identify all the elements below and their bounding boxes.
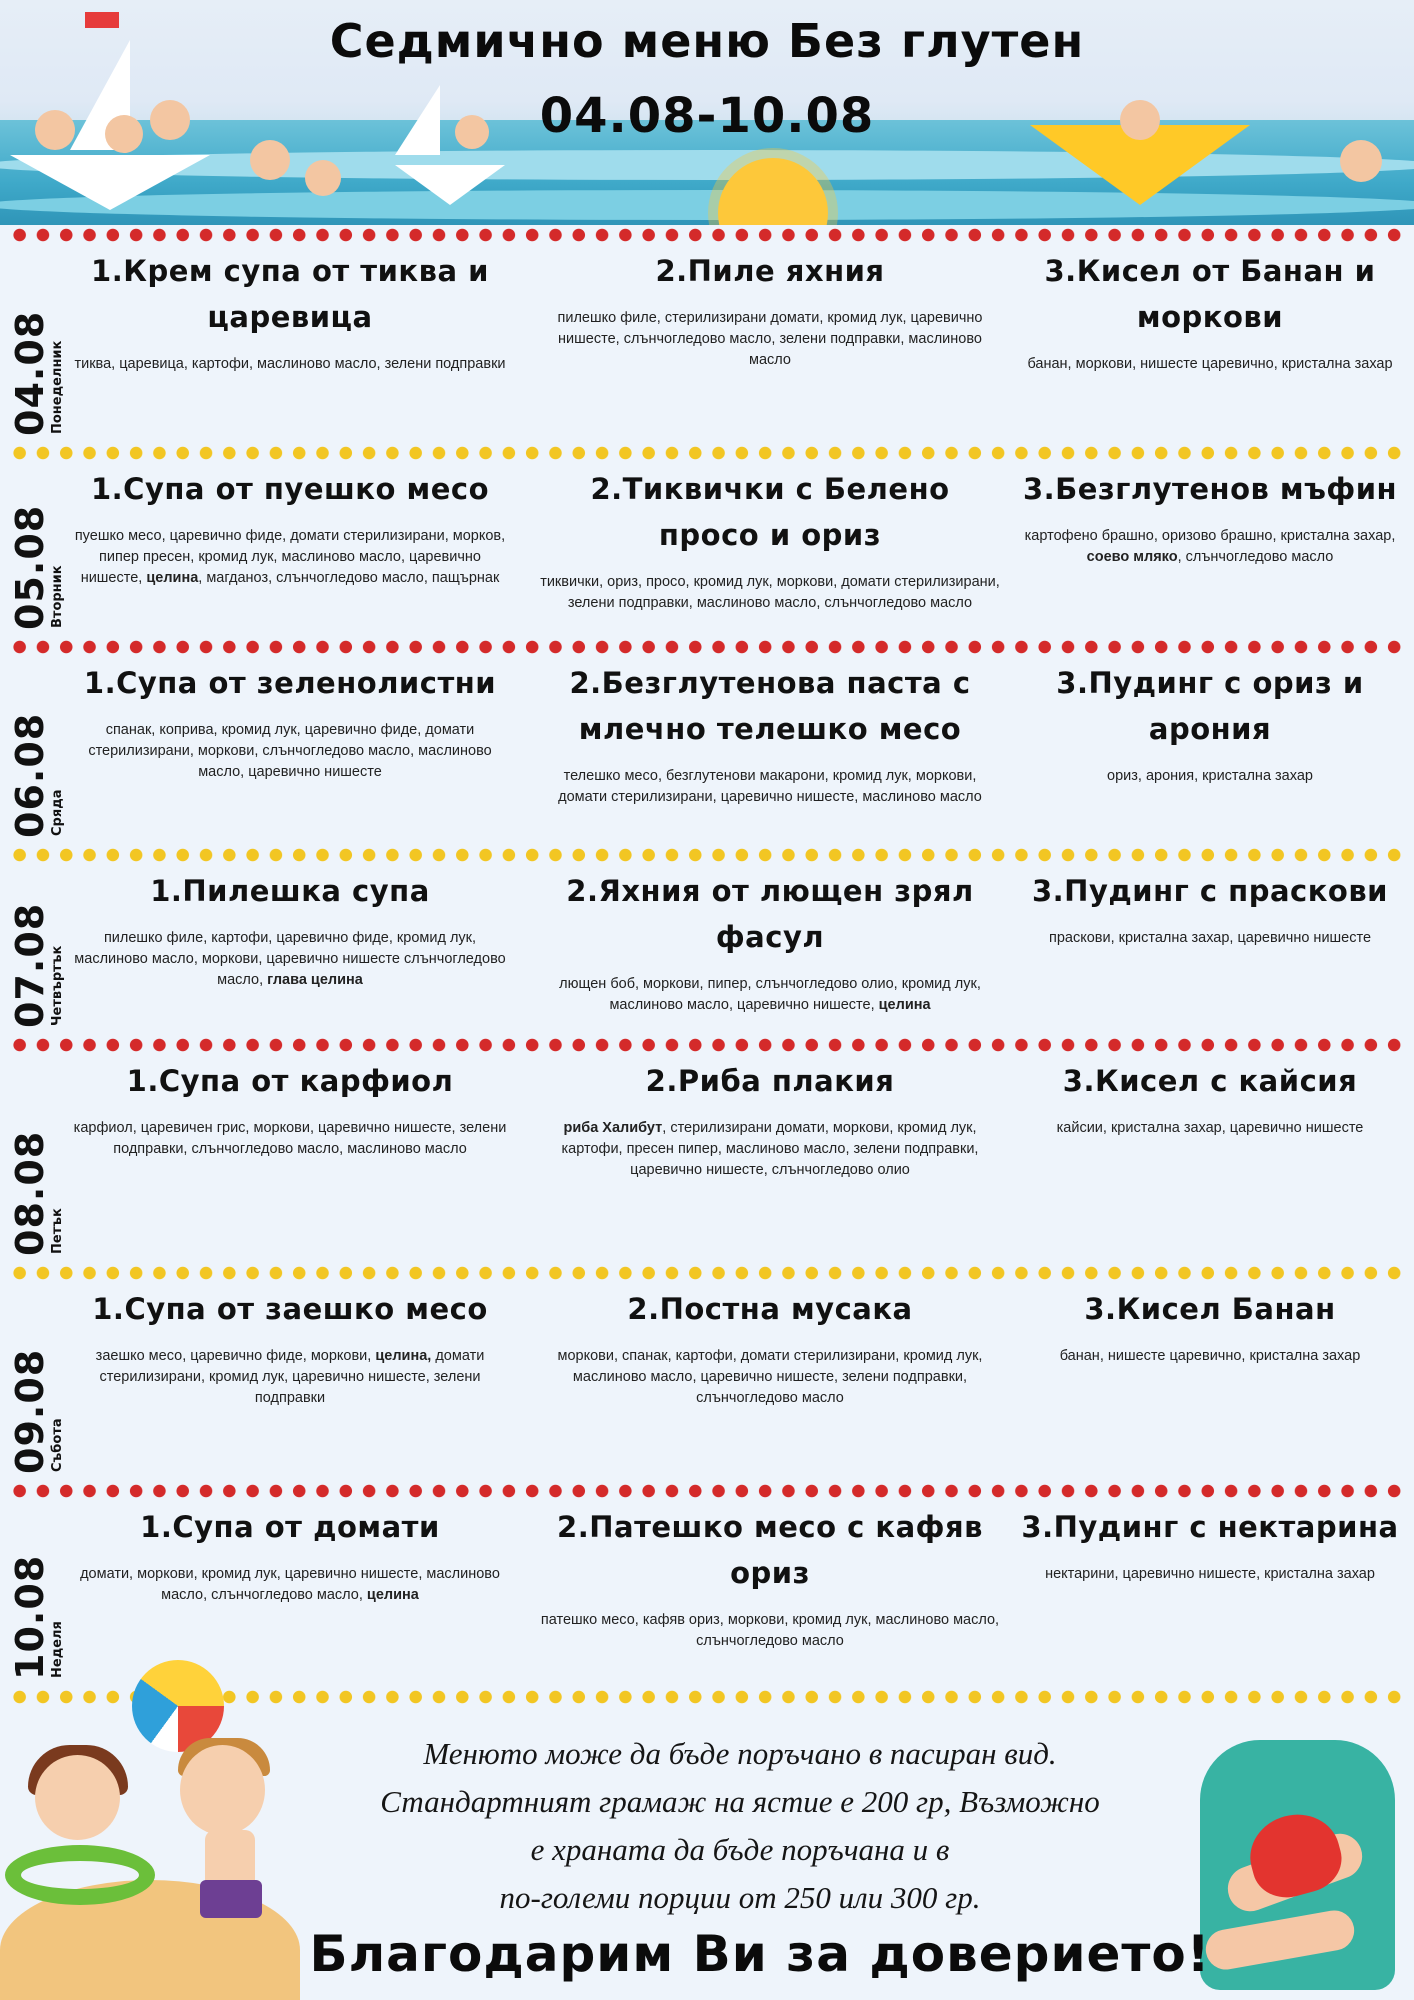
dish-card xyxy=(1010,248,1410,375)
day-weekday: Вторник xyxy=(50,565,65,628)
ingredient-text: моркови, спанак, картофи, домати стерилизирани, кромид лук, маслиново масло, царевично нишесте, зелени подправки, слънчогледово масло xyxy=(557,1348,983,1406)
dish-ingredients xyxy=(1010,928,1410,949)
dish-ingredients xyxy=(70,526,510,589)
ingredient-text: телешко месо, безглутенови макарони, кромид лук, моркови, домати стерилизирани, царевично нишесте, маслиново масло xyxy=(558,768,982,805)
ingredient-text: банан, нишесте царевично, кристална захар xyxy=(1059,1348,1361,1364)
dish-title: 1.Крем супа от тиква и царевица xyxy=(91,254,489,334)
paper-boat-icon xyxy=(395,165,505,205)
dish-card xyxy=(540,248,1000,371)
dish-card xyxy=(70,868,510,991)
boy-icon xyxy=(180,1745,265,1835)
dish-title: 1.Супа от карфиол xyxy=(126,1064,454,1098)
day-date: 07.08 xyxy=(8,902,52,1028)
day-row xyxy=(0,460,1414,640)
dish-card xyxy=(1010,1058,1410,1139)
dish-ingredients xyxy=(1010,1564,1410,1585)
dish-card xyxy=(1010,660,1410,787)
dish-title: 1.Супа от заешко месо xyxy=(92,1292,488,1326)
day-date: 10.08 xyxy=(8,1554,52,1680)
ingredient-text: нектарини, царевично нишесте, кристална захар xyxy=(1045,1566,1375,1582)
dish-title: 2.Яхния от лющен зрял фасул xyxy=(566,874,974,954)
dish-ingredients xyxy=(70,1564,510,1606)
ingredient-text: , слънчогледово масло xyxy=(1177,549,1334,565)
dish-ingredients xyxy=(540,1346,1000,1409)
dish-ingredients xyxy=(540,308,1000,371)
dish-title: 3.Безглутенов мъфин xyxy=(1022,472,1398,506)
dish-card xyxy=(540,868,1000,1016)
dish-card xyxy=(540,466,1000,614)
page-title: Седмично меню Без глутен xyxy=(329,14,1085,68)
dish-ingredients xyxy=(1010,354,1410,375)
dish-title: 2.Постна мусака xyxy=(627,1292,913,1326)
dish-card xyxy=(70,1504,510,1606)
swimming-child-icon xyxy=(1340,140,1382,182)
day-date: 08.08 xyxy=(8,1130,52,1256)
day-weekday: Понеделник xyxy=(50,340,65,434)
dish-ingredients xyxy=(70,928,510,991)
ingredient-text: пилешко филе, картофи, царевично фиде, кромид лук, маслиново масло, моркови, царевично нишесте слънчогледово масло, xyxy=(74,930,506,988)
day-row xyxy=(0,654,1414,848)
ingredient-text: пилешко филе, стерилизирани домати, кромид лук, царевично нишесте, слънчогледово масло, зелени подправки, маслиново масло xyxy=(557,310,983,368)
dish-title: 3.Кисел Банан xyxy=(1084,1292,1336,1326)
day-date: 04.08 xyxy=(8,310,52,436)
dish-ingredients xyxy=(70,1346,510,1409)
day-weekday: Събота xyxy=(50,1418,65,1472)
dish-title: 1.Пилешка супа xyxy=(150,874,430,908)
dish-card xyxy=(1010,466,1410,568)
dish-card xyxy=(540,1504,1000,1652)
day-weekday: Четвъртък xyxy=(50,945,65,1026)
allergen-highlight: целина xyxy=(366,1587,419,1603)
dish-card xyxy=(1010,1286,1410,1367)
dish-title: 2.Патешко месо с кафяв ориз xyxy=(557,1510,983,1590)
day-date: 05.08 xyxy=(8,504,52,630)
day-weekday: Сряда xyxy=(50,789,65,836)
ingredient-text: заешко месо, царевично фиде, моркови, xyxy=(95,1348,376,1364)
day-weekday: Неделя xyxy=(50,1621,65,1678)
ingredient-text: пуешко месо, царевично фиде, домати стерилизирани, морков, пипер пресен, кромид лук, маслиново масло, царевично нишесте, xyxy=(74,528,506,586)
dish-ingredients xyxy=(1010,526,1410,568)
dish-card xyxy=(1010,1504,1410,1585)
dot-divider xyxy=(8,1484,1408,1498)
dish-title: 3.Пудинг с праскови xyxy=(1031,874,1388,908)
dish-title: 2.Безглутенова паста с млечно телешко месо xyxy=(569,666,971,746)
dish-ingredients xyxy=(540,1610,1000,1652)
ingredient-text: спанак, коприва, кромид лук, царевично фиде, домати стерилизирани, моркови, слънчогледово масло, маслиново масло, царевично нишесте xyxy=(88,722,492,780)
day-row xyxy=(0,1498,1414,1690)
dish-card xyxy=(70,1058,510,1160)
dish-ingredients xyxy=(70,720,510,783)
day-row xyxy=(0,862,1414,1038)
date-range: 04.08-10.08 xyxy=(539,88,875,144)
ingredient-text: домати стерилизирани, кромид лук, царевично нишесте, зелени подправки xyxy=(99,1348,485,1406)
dish-card xyxy=(540,1286,1000,1409)
swim-ring-icon xyxy=(5,1845,155,1905)
dish-card xyxy=(70,466,510,589)
dish-ingredients xyxy=(1010,1346,1410,1367)
dish-card xyxy=(70,248,510,375)
dot-divider xyxy=(8,1038,1408,1052)
dot-divider xyxy=(8,848,1408,862)
dish-ingredients xyxy=(1010,1118,1410,1139)
dish-ingredients xyxy=(70,1118,510,1160)
footer-line: по-големи порции от 250 или 300 гр. xyxy=(499,1880,981,1915)
day-date: 09.08 xyxy=(8,1348,52,1474)
ingredient-text: , магданоз, слънчогледово масло, пащърнак xyxy=(198,570,500,586)
swimming-child-icon xyxy=(250,140,290,180)
dot-divider xyxy=(8,228,1408,242)
day-row xyxy=(0,1280,1414,1484)
dish-ingredients xyxy=(70,354,510,375)
girl-icon xyxy=(35,1755,120,1840)
ingredient-text: патешко месо, кафяв ориз, моркови, кромид лук, маслиново масло, слънчогледово масло xyxy=(540,1612,1000,1649)
dot-divider xyxy=(8,640,1408,654)
dish-title: 3.Кисел от Банан и моркови xyxy=(1044,254,1376,334)
ingredient-text: праскови, кристална захар, царевично нишесте xyxy=(1048,930,1372,946)
dish-title: 1.Супа от зеленолистни xyxy=(83,666,497,700)
dish-ingredients xyxy=(540,766,1000,808)
ingredient-text: тиква, царевица, картофи, маслиново масло, зелени подправки xyxy=(74,356,506,372)
dot-divider xyxy=(8,446,1408,460)
dish-ingredients xyxy=(1010,766,1410,787)
boy-icon xyxy=(200,1880,262,1918)
allergen-highlight: соево мляко xyxy=(1086,549,1178,565)
ingredient-text: ориз, арония, кристална захар xyxy=(1107,768,1313,784)
dish-card xyxy=(70,660,510,783)
header-banner xyxy=(0,0,1414,225)
dish-ingredients xyxy=(540,974,1000,1016)
dish-ingredients xyxy=(540,1118,1000,1181)
ingredient-text: кайсии, кристална захар, царевично нишесте xyxy=(1056,1120,1364,1136)
footer-line: Менюто може да бъде поръчано в пасиран вид. xyxy=(423,1736,1057,1771)
dish-title: 2.Пиле яхния xyxy=(655,254,885,288)
dish-title: 3.Кисел с кайсия xyxy=(1062,1064,1358,1098)
allergen-highlight: глава целина xyxy=(267,972,363,988)
ingredient-text: тиквички, ориз, просо, кромид лук, моркови, домати стерилизирани, зелени подправки, маслиново масло, слънчогледово масло xyxy=(540,574,1000,611)
dish-card xyxy=(70,1286,510,1409)
allergen-highlight: целина, xyxy=(375,1348,432,1364)
ingredient-text: лющен боб, моркови, пипер, слънчогледово олио, кромид лук, маслиново масло, царевично нишесте, xyxy=(559,976,981,1013)
dish-title: 2.Тиквички с Белено просо и ориз xyxy=(590,472,950,552)
dish-card xyxy=(540,1058,1000,1181)
dot-divider xyxy=(8,1266,1408,1280)
ingredient-text: домати, моркови, кромид лук, царевично нишесте, маслиново масло, слънчогледово масло, xyxy=(80,1566,500,1603)
thank-you-message: Благодарим Ви за доверието! xyxy=(309,1925,1211,1983)
dish-title: 3.Пудинг с ориз и арония xyxy=(1056,666,1364,746)
ingredient-text: банан, моркови, нишесте царевично, кристална захар xyxy=(1027,356,1393,372)
dish-title: 2.Риба плакия xyxy=(645,1064,895,1098)
dish-card xyxy=(540,660,1000,808)
dish-ingredients xyxy=(540,572,1000,614)
allergen-highlight: целина xyxy=(146,570,199,586)
swimming-child-icon xyxy=(305,160,341,196)
day-date: 06.08 xyxy=(8,712,52,838)
ingredient-text: карфиол, царевичен грис, моркови, царевично нишесте, зелени подправки, слънчогледово масло, маслиново масло xyxy=(73,1120,507,1157)
paper-boat-icon xyxy=(10,155,210,210)
footer-line: е храната да бъде поръчана и в xyxy=(530,1832,950,1867)
ingredient-text: картофено брашно, оризово брашно, кристална захар, xyxy=(1024,528,1396,544)
day-row xyxy=(0,1052,1414,1266)
day-row xyxy=(0,242,1414,446)
dish-card xyxy=(1010,868,1410,949)
allergen-highlight: целина xyxy=(878,997,931,1013)
ingredient-text: , стерилизирани домати, моркови, кромид лук, картофи, пресен пипер, маслиново масло, зелени подправки, царевично нишесте, слънчогледово олио xyxy=(561,1120,979,1178)
footer-line: Стандартният грамаж на ястие е 200 гр, Възможно xyxy=(380,1784,1100,1819)
dish-title: 1.Супа от пуешко месо xyxy=(90,472,489,506)
allergen-highlight: риба Халибут xyxy=(563,1120,663,1136)
dish-title: 1.Супа от домати xyxy=(140,1510,440,1544)
dish-title: 3.Пудинг с нектарина xyxy=(1021,1510,1399,1544)
day-weekday: Петък xyxy=(50,1208,65,1254)
